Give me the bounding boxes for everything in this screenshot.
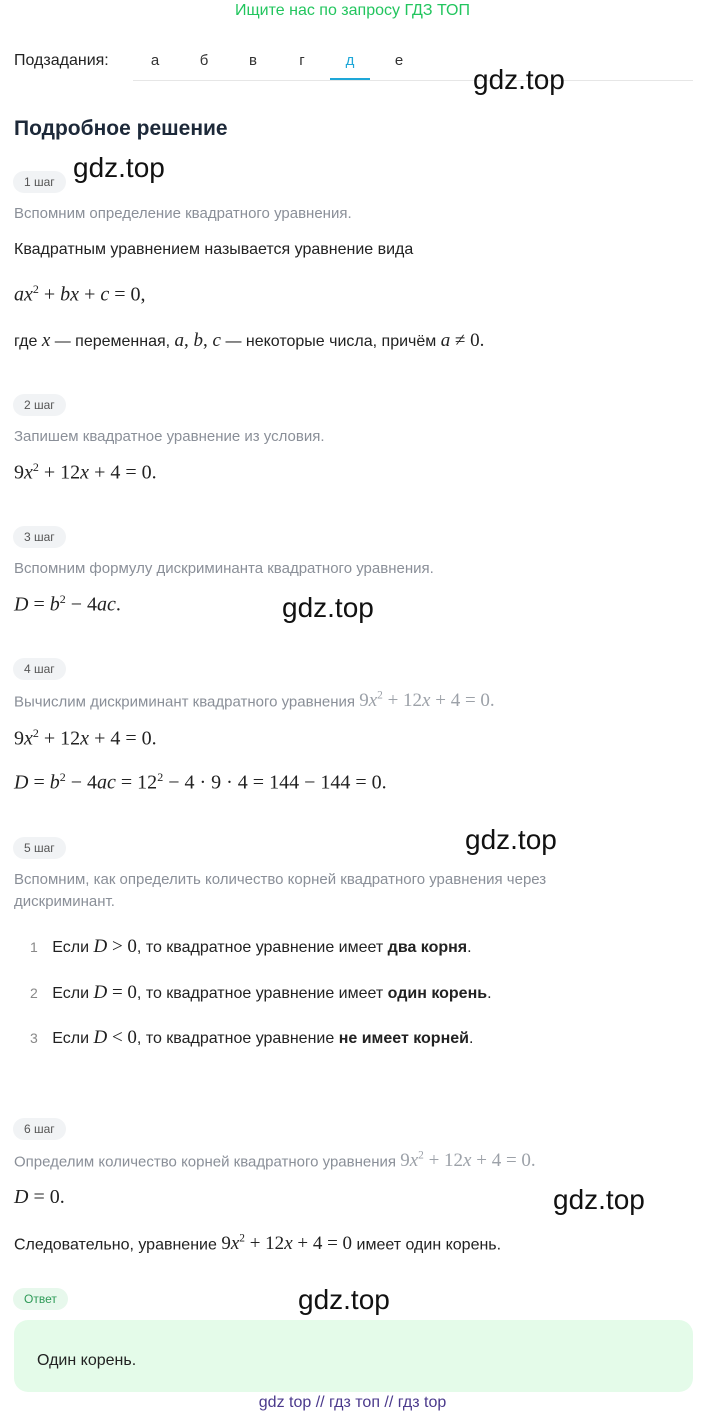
list-item [30, 936, 472, 958]
step-caption: Вспомним формулу дискриминанта квадратного уравнения. [14, 560, 434, 577]
solution-title: Подробное решение [14, 117, 228, 140]
list-text: . [467, 939, 472, 956]
step-badge: 6 шаг [13, 1118, 66, 1140]
step-badge: 5 шаг [13, 837, 66, 859]
list-text: Если [52, 939, 90, 956]
list-number: 3 [30, 1030, 38, 1046]
footer-links: gdz top // гдз топ // гдз top [258, 1394, 447, 1411]
watermark: gdz.top [473, 64, 565, 95]
list-math: D = 0 [93, 982, 137, 1003]
list-text: . [487, 985, 492, 1002]
answer-text: Один корень. [37, 1352, 137, 1369]
formula-result: D = 0. [14, 1186, 65, 1208]
list-text: Если [52, 985, 90, 1002]
list-text: , то квадратное уравнение имеет [136, 939, 384, 956]
caption-text: Вычислим дискриминант квадратного уравнения [14, 693, 356, 711]
step-caption: Вспомним, как определить количество корней квадратного уравнения через [14, 871, 547, 888]
conclusion-text [14, 1233, 501, 1255]
tab-b[interactable]: б [199, 52, 209, 69]
list-bold: один корень [387, 985, 488, 1002]
text-part: где [14, 333, 38, 350]
answer-badge: Ответ [13, 1288, 68, 1310]
watermark: gdz.top [465, 824, 557, 855]
formula-discriminant-calc: $D = b^2 - 4ac = 12^2 - 4 \cdot 9 \cdot 4 = 144 - 144 = 0$. [14, 770, 387, 794]
watermark: gdz.top [282, 592, 374, 623]
list-text: Если [52, 1030, 90, 1047]
watermark: gdz.top [553, 1184, 645, 1215]
step-text-definition [14, 330, 484, 352]
search-hint-banner: Ищите нас по запросу ГДЗ ТОП [235, 2, 470, 19]
list-bold: не имеет корней [338, 1030, 469, 1047]
caption-math: $9x^2 + 12x + 4 = 0$. [400, 1150, 536, 1172]
step-caption: Вспомним определение квадратного уравнения. [14, 205, 352, 222]
step-badge: 2 шаг [13, 394, 66, 416]
formula-equation: $9x^2 + 12x + 4 = 0$. [14, 726, 157, 750]
list-text: , то квадратное уравнение имеет [136, 985, 384, 1002]
list-number: 1 [30, 939, 38, 955]
step-caption [14, 1150, 536, 1172]
text-part: имеет один корень. [356, 1236, 502, 1254]
tab-a[interactable]: а [150, 52, 160, 69]
formula-equation: $9x^2 + 12x + 4 = 0$. [14, 460, 157, 484]
list-item [30, 982, 492, 1004]
tabs-divider [133, 80, 693, 81]
tab-d[interactable]: д [345, 52, 355, 69]
list-text: , то квадратное уравнение [136, 1030, 335, 1047]
math-variable: x [41, 330, 51, 351]
list-math: D < 0 [93, 1027, 137, 1048]
formula-general-quadratic: $ax^2$ + bx + c = 0, [14, 282, 146, 306]
watermark: gdz.top [73, 152, 165, 183]
tab-v[interactable]: в [249, 52, 257, 69]
subtasks-label: Подзадания: [14, 52, 109, 69]
text-part: — некоторые числа, причём [225, 333, 437, 350]
conclusion-math: $9x^2 + 12x + 4 = 0$ [221, 1233, 353, 1255]
step-badge: 1 шаг [13, 171, 66, 193]
list-item [30, 1027, 473, 1049]
math-condition: a ≠ 0. [440, 330, 485, 351]
caption-math: $9x^2 + 12x + 4 = 0$. [359, 690, 495, 712]
step-caption: Запишем квадратное уравнение из условия. [14, 428, 325, 445]
step-text: Квадратным уравнением называется уравнение вида [14, 241, 414, 258]
list-math: D > 0 [93, 936, 137, 957]
step-badge: 4 шаг [13, 658, 66, 680]
formula-discriminant: $D = b^2 - 4ac$. [14, 592, 121, 616]
step-caption [14, 690, 495, 712]
step-badge: 3 шаг [13, 526, 66, 548]
watermark: gdz.top [298, 1284, 390, 1315]
math-coefficients: a, b, c [174, 330, 221, 351]
step-caption: дискриминант. [14, 893, 115, 910]
active-tab-indicator [330, 78, 370, 80]
caption-text: Определим количество корней квадратного уравнения [14, 1153, 397, 1171]
tab-e[interactable]: е [394, 52, 404, 69]
list-text: . [468, 1030, 474, 1047]
text-part: Следовательно, уравнение [14, 1236, 217, 1254]
text-part: — переменная, [54, 333, 171, 350]
list-bold: два корня [387, 939, 468, 956]
tab-g[interactable]: г [299, 52, 305, 69]
list-number: 2 [30, 985, 38, 1001]
